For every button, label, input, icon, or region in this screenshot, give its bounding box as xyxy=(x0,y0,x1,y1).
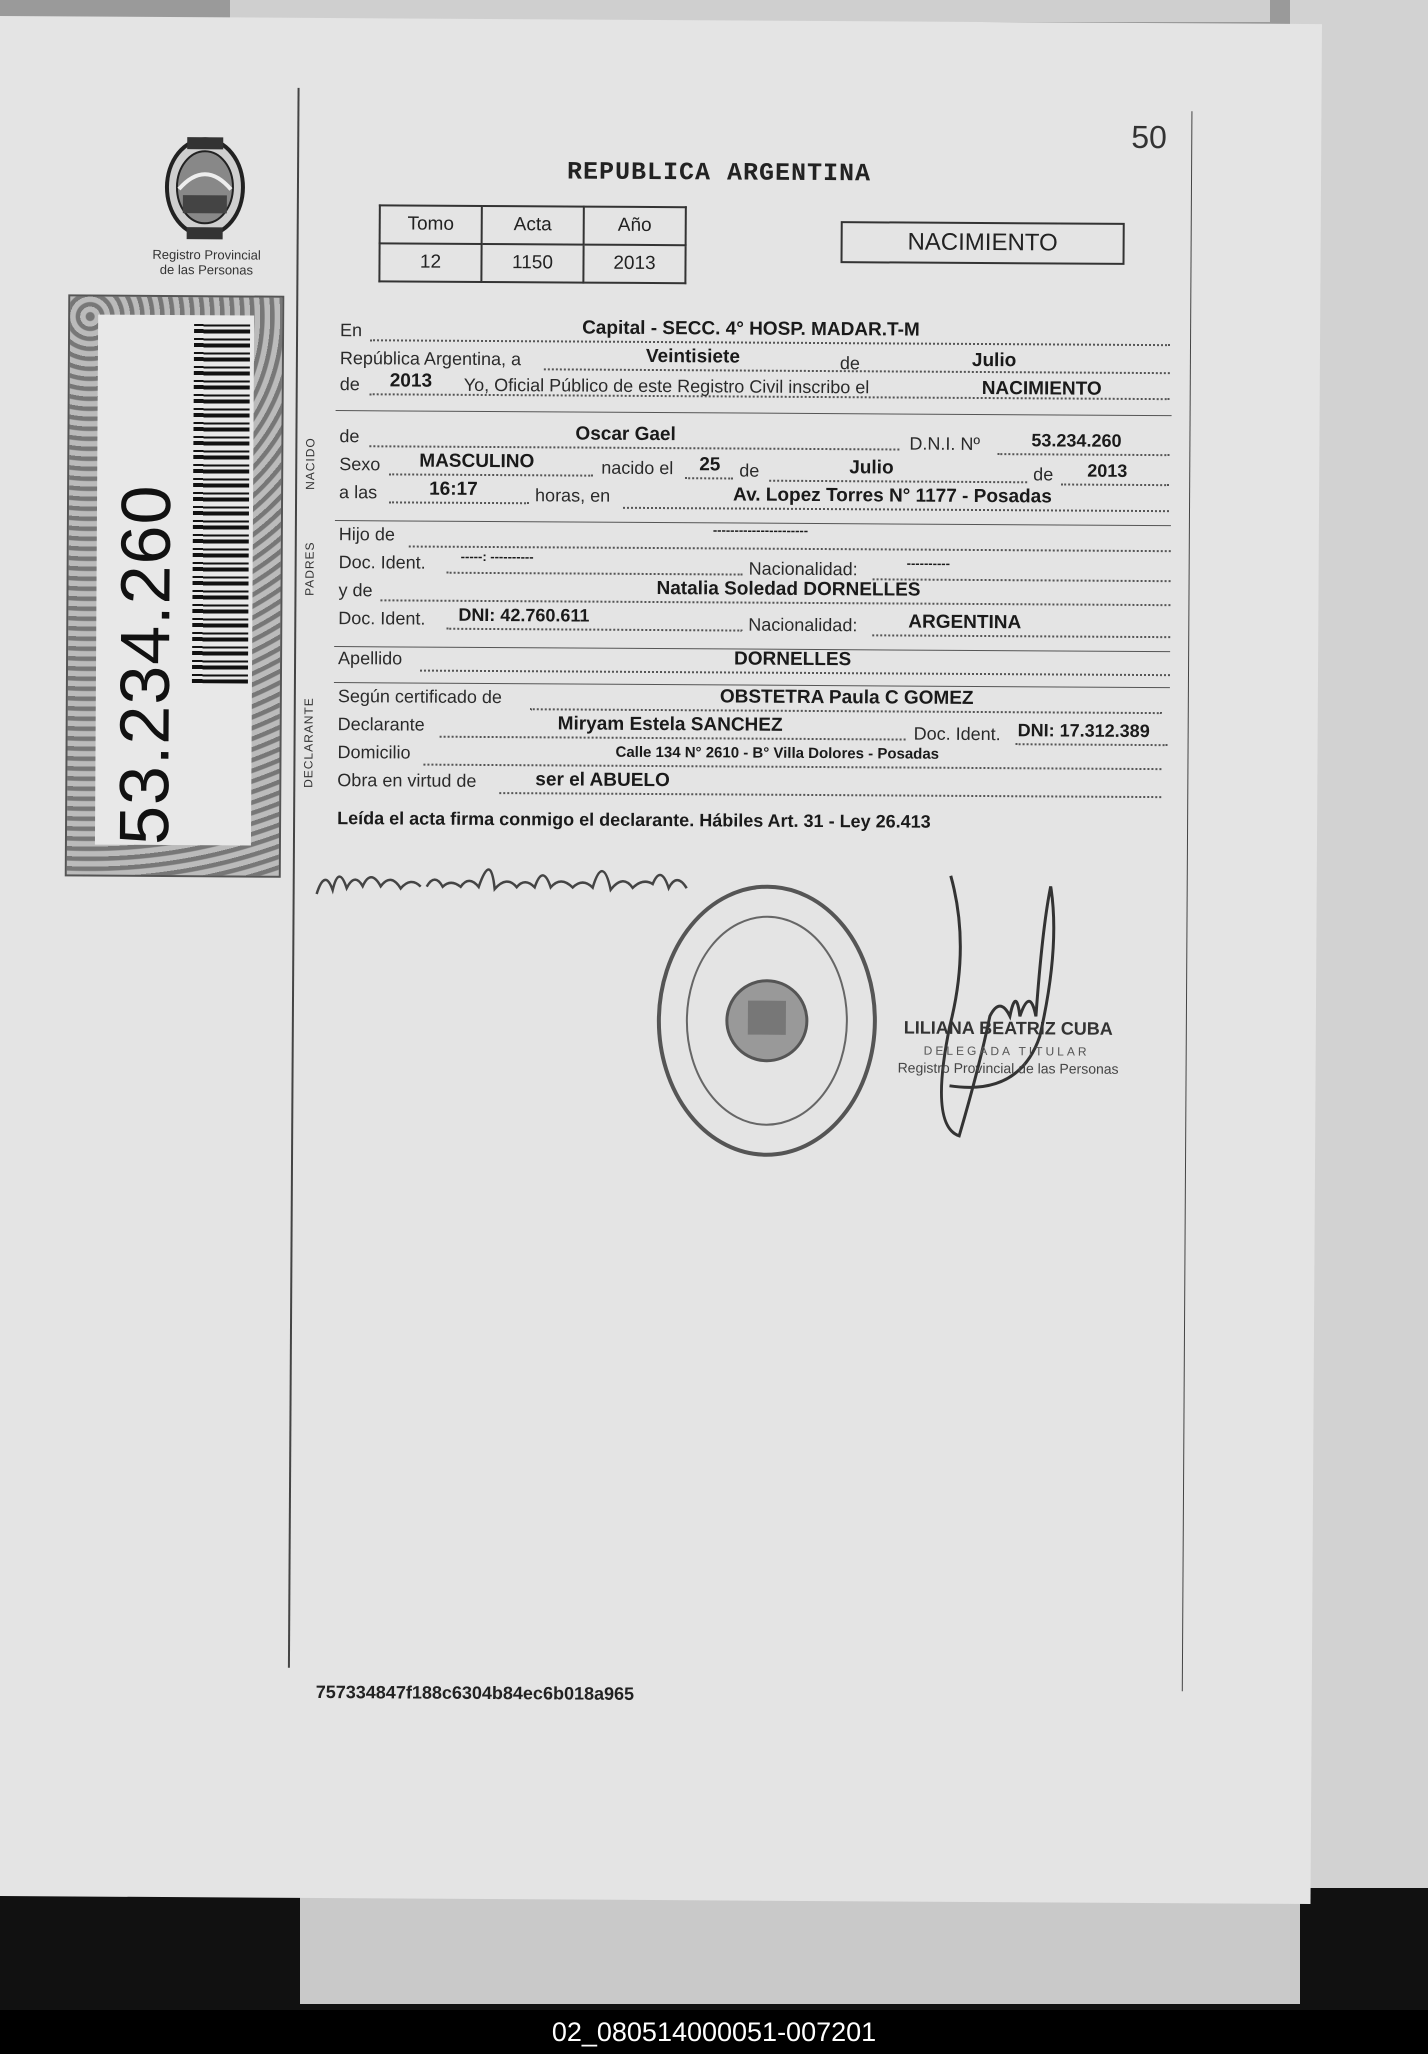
right-margin-line xyxy=(1182,111,1193,1691)
closing-statement: Leída el acta firma conmigo el declarante. Hábiles Art. 31 - Ley 26.413 xyxy=(337,808,931,832)
republica-label: República Argentina, a xyxy=(339,348,522,370)
day-de-label: de xyxy=(839,353,860,374)
place-value: Av. Lopez Torres N° 1177 - Posadas xyxy=(733,484,1052,508)
document-title: REPUBLICA ARGENTINA xyxy=(566,157,872,189)
birth-year-value: 2013 xyxy=(1087,460,1128,481)
apellido-value: DORNELLES xyxy=(734,648,852,671)
yde-label: y de xyxy=(338,580,373,601)
time-value: 16:17 xyxy=(429,478,478,500)
doc2-value: DNI: 42.760.611 xyxy=(458,604,590,626)
oficial-text: Yo, Oficial Público de este Registro Civil inscribo el xyxy=(463,374,870,398)
year-value: 2013 xyxy=(389,370,433,392)
scan-id-bar: 02_080514000051-007201 xyxy=(0,2010,1428,2054)
nacido-name-value: Oscar Gael xyxy=(575,423,676,446)
birth-month-dots xyxy=(769,479,1027,484)
doc1-value: -----: ---------- xyxy=(460,548,534,565)
father-value: ---------------------- xyxy=(712,522,809,538)
record-table-header-row xyxy=(380,205,686,245)
dni-label: D.N.I. Nº xyxy=(909,433,981,454)
sexo-value: MASCULINO xyxy=(419,450,535,473)
record-header-ano: Año xyxy=(584,207,686,246)
en-label: En xyxy=(340,320,363,341)
doc2-label: Doc. Ident. xyxy=(338,608,426,629)
divider-1 xyxy=(336,410,1172,416)
dni-value: 53.234.260 xyxy=(1031,430,1122,451)
padres-section-label: PADRES xyxy=(302,541,317,596)
provincial-crest xyxy=(157,129,254,250)
nac1-label: Nacionalidad: xyxy=(748,558,858,580)
document-page xyxy=(0,16,1322,1904)
birth-de-label: de xyxy=(739,460,760,481)
alas-label: a las xyxy=(339,482,378,503)
margin-line xyxy=(288,88,300,1668)
backdrop-under-paper xyxy=(300,1892,1300,2004)
declarante-section-label: DECLARANTE xyxy=(301,697,316,788)
horas-label: horas, en xyxy=(535,485,611,506)
decl-doc-value: DNI: 17.312.389 xyxy=(1017,720,1150,742)
nac2-value: ARGENTINA xyxy=(908,611,1022,634)
dni-dots xyxy=(997,452,1169,456)
hijo-label: Hijo de xyxy=(338,524,395,545)
month-value: Julio xyxy=(971,349,1017,372)
record-table-value-row xyxy=(379,243,685,283)
mother-value: Natalia Soledad DORNELLES xyxy=(656,578,921,601)
dom-label: Domicilio xyxy=(337,742,411,763)
record-table-grid xyxy=(378,204,686,284)
year-de-label: de xyxy=(339,374,360,395)
record-table xyxy=(378,204,686,284)
nacido-el-label: nacido el xyxy=(601,457,674,479)
nacido-de-label: de xyxy=(339,426,360,447)
cert-value: OBSTETRA Paula C GOMEZ xyxy=(719,686,974,709)
nac1-value: ---------- xyxy=(906,555,951,571)
cert-label: Según certificado de xyxy=(337,686,503,708)
sexo-label: Sexo xyxy=(339,454,381,475)
official-seal xyxy=(651,880,883,1161)
registry-label xyxy=(138,247,274,278)
time-dots xyxy=(389,500,529,504)
birth-month-value: Julio xyxy=(849,457,894,479)
decl-label: Declarante xyxy=(337,714,425,735)
en-value: Capital - SECC. 4° HOSP. MADAR.T-M xyxy=(582,317,920,341)
official-signature xyxy=(889,865,1091,1156)
official-name: LILIANA BEATRIZ CUBA xyxy=(903,1017,1113,1039)
doc2-dots xyxy=(446,627,742,632)
obra-value: ser el ABUELO xyxy=(535,769,670,792)
day-value: Veintisiete xyxy=(645,345,740,368)
record-value-tomo: 12 xyxy=(379,243,481,282)
decl-doc-label: Doc. Ident. xyxy=(913,723,1001,745)
official-org: Registro Provincial de las Personas xyxy=(897,1059,1119,1077)
record-type-badge: NACIMIENTO xyxy=(841,221,1125,265)
birth-de2-label: de xyxy=(1033,464,1054,485)
decl-value: Miryam Estela SANCHEZ xyxy=(557,713,783,736)
id-strip-inner xyxy=(95,315,254,846)
doc1-dots xyxy=(447,571,743,576)
id-number: 53.234.260 xyxy=(104,484,186,846)
apellido-label: Apellido xyxy=(338,648,403,669)
record-value-ano: 2013 xyxy=(583,245,685,284)
sexo-dots xyxy=(389,472,593,476)
record-header-tomo: Tomo xyxy=(380,205,482,244)
doc1-label: Doc. Ident. xyxy=(338,552,426,573)
dom-value: Calle 134 N° 2610 - B° Villa Dolores - Posadas xyxy=(615,743,940,763)
obra-label: Obra en virtud de xyxy=(337,770,477,791)
barcode xyxy=(192,323,250,683)
record-header-acta: Acta xyxy=(482,206,584,245)
birth-day-value: 25 xyxy=(699,454,721,476)
page-number: 50 xyxy=(1131,118,1167,156)
document-hash: 757334847f188c6304b84ec6b018a965 xyxy=(315,1681,635,1704)
record-value-acta: 1150 xyxy=(481,244,583,283)
decl-doc-dots xyxy=(1016,742,1168,746)
nacido-section-label: NACIDO xyxy=(303,437,318,490)
id-strip xyxy=(65,294,285,877)
registry-label-line1: Registro Provincial xyxy=(152,246,261,263)
birth-year-dots xyxy=(1061,482,1169,486)
dom-dots xyxy=(423,763,1161,771)
birth-day-dots xyxy=(685,476,733,479)
obra-dots xyxy=(499,791,1161,798)
acta-type-value: NACIMIENTO xyxy=(981,378,1102,400)
nac2-label: Nacionalidad: xyxy=(748,614,858,636)
official-role: DELEGADA TITULAR xyxy=(923,1043,1090,1059)
registry-label-line2: de las Personas xyxy=(159,261,254,278)
nac2-dots xyxy=(872,633,1170,638)
